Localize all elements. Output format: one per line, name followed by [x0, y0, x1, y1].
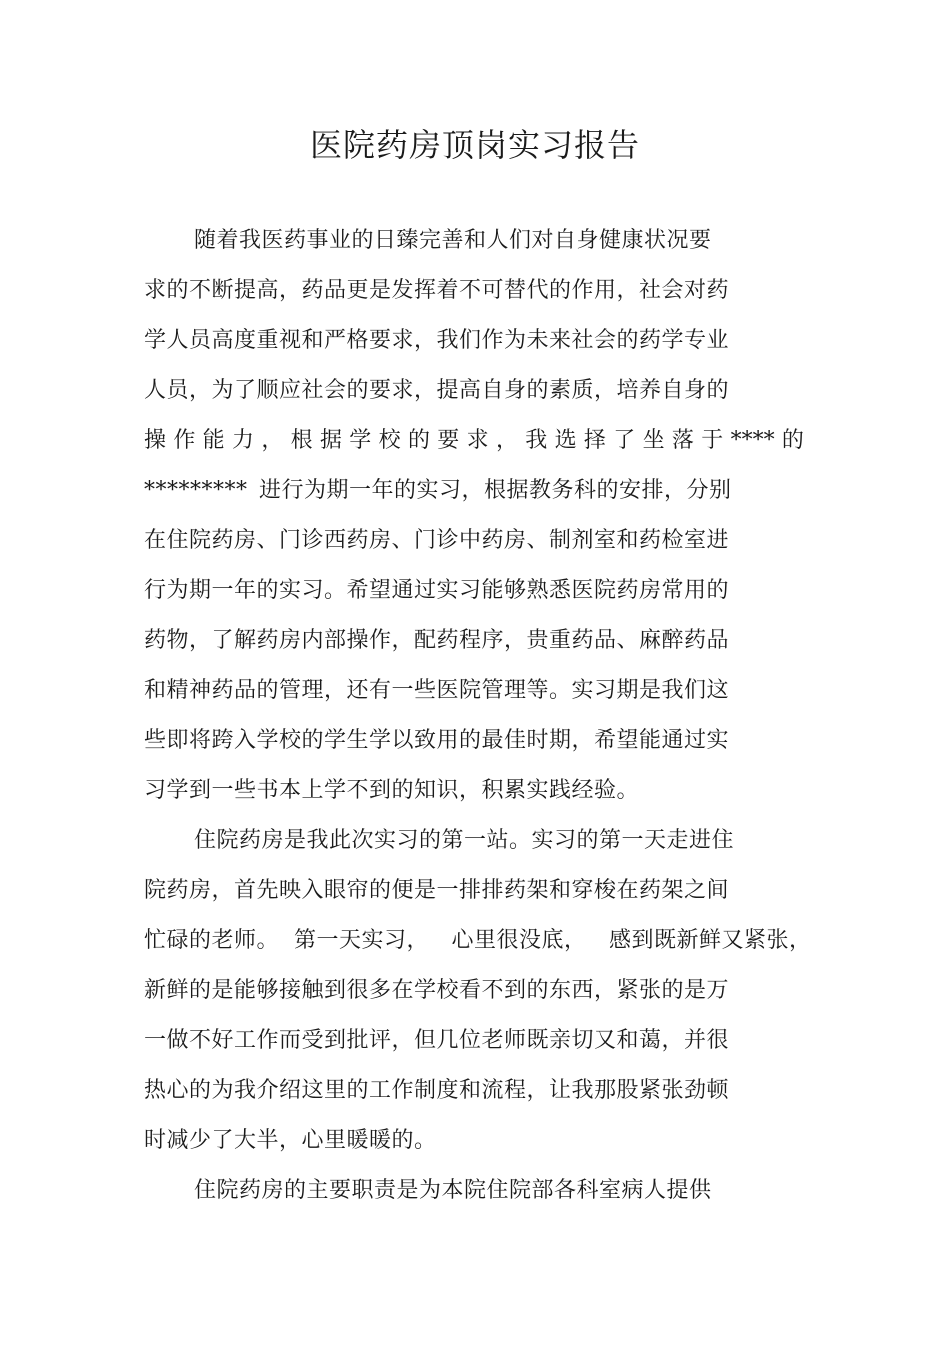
char: ，: [261, 428, 284, 453]
char: 要: [437, 428, 460, 453]
paragraph-line-justified: [144, 426, 804, 456]
char: 校: [378, 428, 401, 453]
paragraph-line: 住院药房的主要职责是为本院住院部各科室病人提供: [194, 1178, 712, 1203]
char: 能: [202, 428, 225, 453]
paragraph-line: 忙碌的老师。 第一天实习， 心里很没底， 感到既新鲜又紧张，: [144, 928, 812, 953]
char: 于: [701, 428, 724, 453]
char: 力: [231, 428, 254, 453]
char: 的: [781, 428, 804, 453]
paragraph-line: 习学到一些书本上学不到的知识，积累实践经验。: [144, 778, 640, 803]
paragraph-line: 院药房，首先映入眼帘的便是一排排药架和穿梭在药架之间: [144, 878, 730, 903]
paragraph-line: 随着我医药事业的日臻完善和人们对自身健康状况要: [194, 228, 712, 253]
char: 择: [583, 428, 606, 453]
char: ****: [730, 428, 775, 453]
paragraph-line: 热心的为我介绍这里的工作制度和流程，让我那股紧张劲顿: [144, 1078, 730, 1103]
document-title: 医院药房顶岗实习报告: [309, 126, 640, 164]
paragraph-line: 些即将跨入学校的学生学以致用的最佳时期，希望能通过实: [144, 728, 730, 753]
paragraph-line: 求的不断提高，药品更是发挥着不可替代的作用，社会对药: [144, 278, 730, 303]
char: 我: [525, 428, 548, 453]
char: 了: [613, 428, 636, 453]
paragraph-line: 行为期一年的实习。希望通过实习能够熟悉医院药房常用的: [144, 578, 730, 603]
paragraph-line: 在住院药房、门诊西药房、门诊中药房、制剂室和药检室进: [144, 528, 730, 553]
char: 坐: [642, 428, 665, 453]
char: 学: [349, 428, 372, 453]
paragraph-line: 和精神药品的管理，还有一些医院管理等。实习期是我们这: [144, 678, 730, 703]
paragraph-line: 药物，了解药房内部操作，配药程序，贵重药品、麻醉药品: [144, 628, 730, 653]
char: 选: [554, 428, 577, 453]
paragraph-line: 时减少了大半，心里暖暖的。: [144, 1128, 437, 1153]
paragraph-line: 新鲜的是能够接触到很多在学校看不到的东西，紧张的是万: [144, 978, 730, 1003]
line-text: 进行为期一年的实习，根据教务科的安排，分别: [259, 478, 732, 503]
char: 落: [671, 428, 694, 453]
char: ，: [495, 428, 518, 453]
char: 的: [407, 428, 430, 453]
paragraph-line: 学人员高度重视和严格要求，我们作为未来社会的药学专业: [144, 328, 730, 353]
char: 作: [173, 428, 196, 453]
char: 据: [319, 428, 342, 453]
paragraph-line: 住院药房是我此次实习的第一站。实习的第一天走进住: [194, 828, 735, 853]
paragraph-line: 人员，为了顺应社会的要求，提高自身的素质，培养自身的: [144, 378, 730, 403]
char: 根: [290, 428, 313, 453]
paragraph-line: 一做不好工作而受到批评，但几位老师既亲切又和蔼，并很: [144, 1028, 730, 1053]
char: 求: [466, 428, 489, 453]
masked-name: *********: [144, 478, 248, 503]
char: 操: [144, 428, 167, 453]
